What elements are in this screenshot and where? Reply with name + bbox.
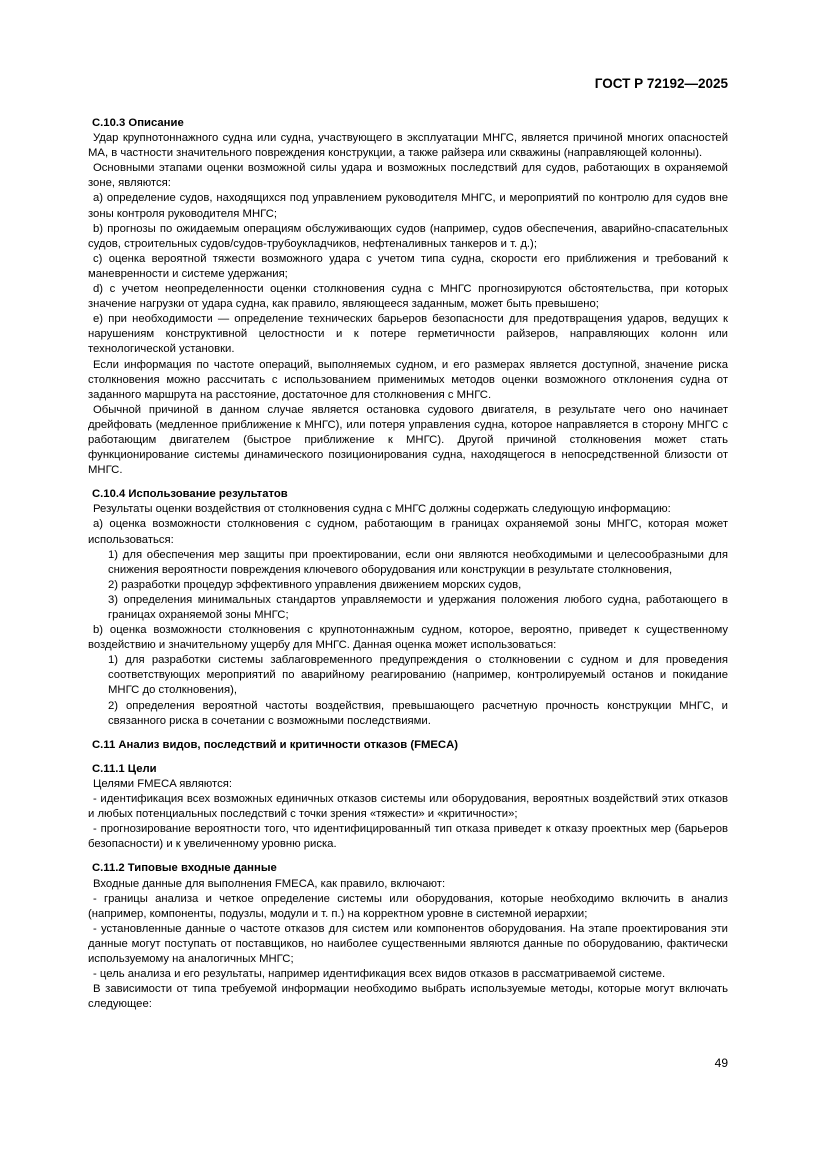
paragraph: 1) для разработки системы заблаговременного предупреждения о столкновении с судном и для проведения соответствующих мероприятий по аварийному реагированию (например, контролируемый останов и покидание МНГС до столкновения), xyxy=(108,654,728,697)
paragraph: Удар крупнотоннажного судна или судна, участвующего в эксплуатации МНГС, является причиной многих опасностей МА, в частности значительного повреждения конструкции, а также райзера или скважины (направляющей колонны). xyxy=(88,132,728,160)
paragraph: 1) для обеспечения мер защиты при проектировании, если они являются необходимыми и целесообразными для снижения вероятности повреждения ключевого оборудования или конструкции в результате столкновения, xyxy=(108,548,728,576)
paragraph: Основными этапами оценки возможной силы удара и возможных последствий для судов, работающих в охраняемой зоне, являются: xyxy=(88,162,728,190)
paragraph: 3) определения минимальных стандартов управляемости и удержания положения любого судна, работающего в границах охраняемой зоны МНГС; xyxy=(108,593,728,621)
paragraph: - установленные данные о частоте отказов для систем или компонентов оборудования. На этапе проектирования эти данные могут поступать от поставщиков, но наиболее существенными являются данные по оборудованию, фактически используемому на аналогичных МНГС; xyxy=(88,922,728,965)
paragraph: d) с учетом неопределенности оценки столкновения судна с МНГС прогнозируются обстоятельства, при которых значение нагрузки от удара судна, как правило, являющееся заданным, может быть превышено; xyxy=(88,283,728,311)
paragraph: c) оценка вероятной тяжести возможного удара с учетом типа судна, скорости его приближения и требований к маневренности и системе удержания; xyxy=(88,252,728,280)
section-heading: С.11.1 Цели xyxy=(92,762,157,775)
paragraph: 2) разработки процедур эффективного управления движением морских судов, xyxy=(108,578,522,591)
paragraph: В зависимости от типа требуемой информации необходимо выбрать используемые методы, которые могут включать следующее: xyxy=(88,983,728,1011)
document-body xyxy=(88,116,728,1012)
standard-header: ГОСТ Р 72192—2025 xyxy=(594,76,728,91)
paragraph: 2) определения вероятной частоты воздействия, превышающего расчетную прочность конструкции МНГС, и связанного риска в сочетании с возможными последствиями. xyxy=(108,699,728,727)
paragraph: - границы анализа и четкое определение системы или оборудования, которые необходимо включить в анализ (например, компоненты, подузлы, модули и т. п.) на корректном уровне в системной иерархии; xyxy=(88,892,728,920)
section-heading: С.10.4 Использование результатов xyxy=(92,488,288,501)
paragraph: - идентификация всех возможных единичных отказов системы или оборудования, вероятных воздействий этих отказов и любых потенциальных последствий с точки зрения «тяжести» и «критичности»; xyxy=(88,793,728,821)
paragraph: Обычной причиной в данном случае является остановка судового двигателя, в результате чего оно начинает дрейфовать (медленное приближение к МНГС), или потеря управления судна, которое направляется в сторону МНГС с работающим двигателем (быстрое приближение к МНГС). Другой причиной столкновения может стать функционирование системы динамического позиционирования судна, находящегося в непосредственной близости от МНГС. xyxy=(88,403,728,477)
paragraph: a) оценка возможности столкновения с судном, работающим в границах охраняемой зоны МНГС, которая может использоваться: xyxy=(88,518,728,546)
paragraph: - цель анализа и его результаты, например идентификация всех видов отказов в рассматриваемой системе. xyxy=(93,968,666,981)
paragraph: - прогнозирование вероятности того, что идентифицированный тип отказа приведет к отказу проектных мер (барьеров безопасности) и к увеличенному уровню риска. xyxy=(88,823,728,851)
section-heading: С.11.2 Типовые входные данные xyxy=(92,862,277,875)
section-heading: С.10.3 Описание xyxy=(92,117,184,129)
paragraph: Входные данные для выполнения FMECA, как правило, включают: xyxy=(93,877,446,890)
section-heading: С.11 Анализ видов, последствий и критичности отказов (FMECA) xyxy=(92,738,459,751)
page-number: 49 xyxy=(714,1056,728,1070)
paragraph: Если информация по частоте операций, выполняемых судном, и его размерах является доступной, значение риска столкновения можно рассчитать с использованием применимых методов оценки возможного отклонения судна от заданного маршрута на расстояние, достаточное для столкновения с МНГС. xyxy=(88,358,728,401)
paragraph: Результаты оценки воздействия от столкновения судна с МНГС должны содержать следующую информацию: xyxy=(93,503,671,516)
paragraph: b) оценка возможности столкновения с крупнотоннажным судном, которое, вероятно, приведет к существенному воздействию и значительному ущербу для МНГС. Данная оценка может использоваться: xyxy=(88,624,728,652)
paragraph: a) определение судов, находящихся под управлением руководителя МНГС, и мероприятий по контролю для судов вне зоны контроля руководителя МНГС; xyxy=(88,192,728,220)
paragraph: b) прогнозы по ожидаемым операциям обслуживающих судов (например, судов обеспечения, аварийно-спасательных судов, строительных судов/судов-трубоукладчиков, нефтеналивных танкеров и т. д.); xyxy=(88,222,728,250)
paragraph: Целями FMECA являются: xyxy=(93,777,232,790)
paragraph: e) при необходимости — определение технических барьеров безопасности для предотвращения ударов, ведущих к нарушениям конструктивной целостности и к потере герметичности райзеров, направляющих колонн или технологической установки. xyxy=(88,313,728,356)
